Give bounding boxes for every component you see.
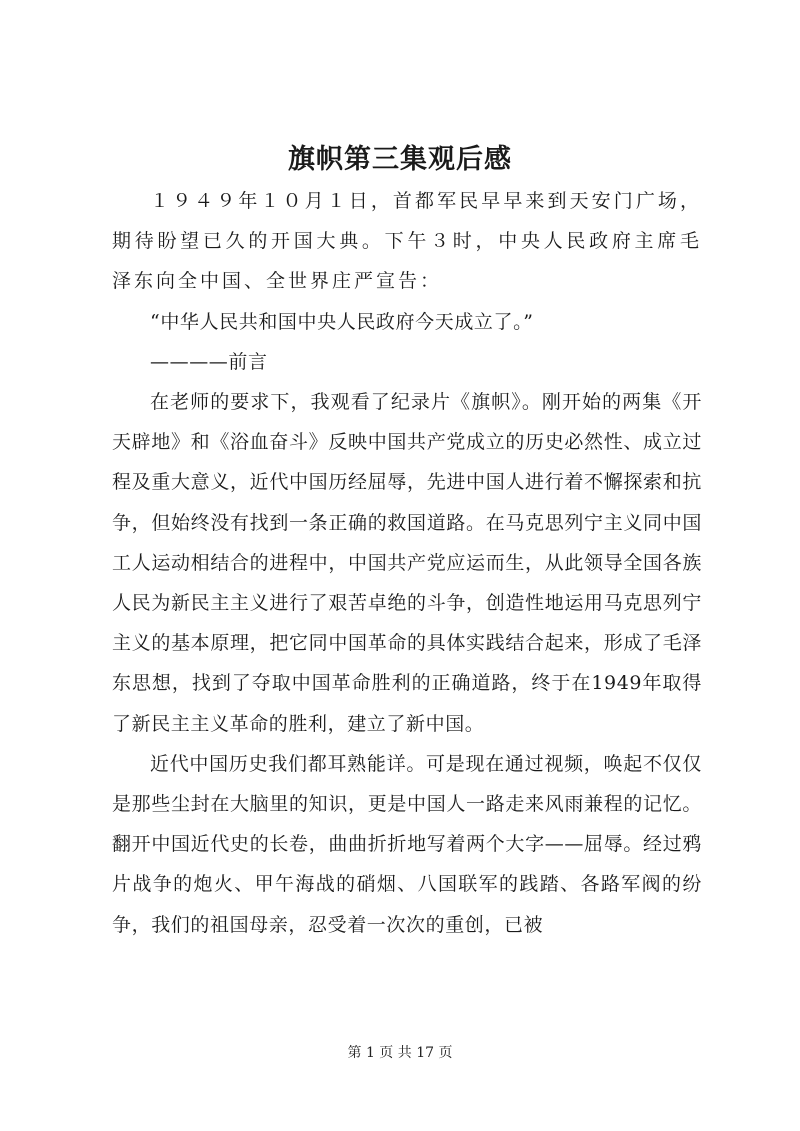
page-footer: 第 1 页 共 17 页 <box>347 1045 453 1061</box>
document-body <box>112 181 702 945</box>
document-title: 旗帜第三集观后感 <box>288 144 512 175</box>
paragraph-modern-history: 近代中国历史我们都耳熟能详。可是现在通过视频，唤起不仅仅是那些尘封在大脑里的知识，更是中国人一路走来风雨兼程的记忆。翻开中国近代史的长卷，曲曲折折地写着两个大字——屈辱。经过鸦片战争的炮火、甲午海战的硝烟、八国联军的践踏、各路军阀的纷争，我们的祖国母亲，忍受着一次次的重创，已被 <box>112 752 702 936</box>
paragraph-founding-ceremony: １９４９年１０月１日，首都军民早早来到天安门广场，期待盼望已久的开国大典。下午３时，中央人民政府主席毛泽东向全中国、全世界庄严宣告： <box>112 190 702 293</box>
paragraph-documentary-summary: 在老师的要求下，我观看了纪录片《旗帜》。刚开始的两集《开天辟地》和《浴血奋斗》反映中国共产党成立的历史必然性、成立过程及重大意义，近代中国历经屈辱，先进中国人进行着不懈探索和抗争，但始终没有找到一条正确的救国道路。在马克思列宁主义同中国工人运动相结合的进程中，中国共产党应运而生，从此领导全国各族人民为新民主主义进行了艰苦卓绝的斗争，创造性地运用马克思列宁主义的基本原理，把它同中国革命的具体实践结合起来，形成了毛泽东思想，找到了夺取中国革命胜利的正确道路，终于在1949年取得了新民主主义革命的胜利，建立了新中国。 <box>112 391 702 735</box>
paragraph-proclamation-quote: “中华人民共和国中央人民政府今天成立了。” <box>150 310 534 333</box>
paragraph-preface-label: ————前言 <box>150 350 268 373</box>
